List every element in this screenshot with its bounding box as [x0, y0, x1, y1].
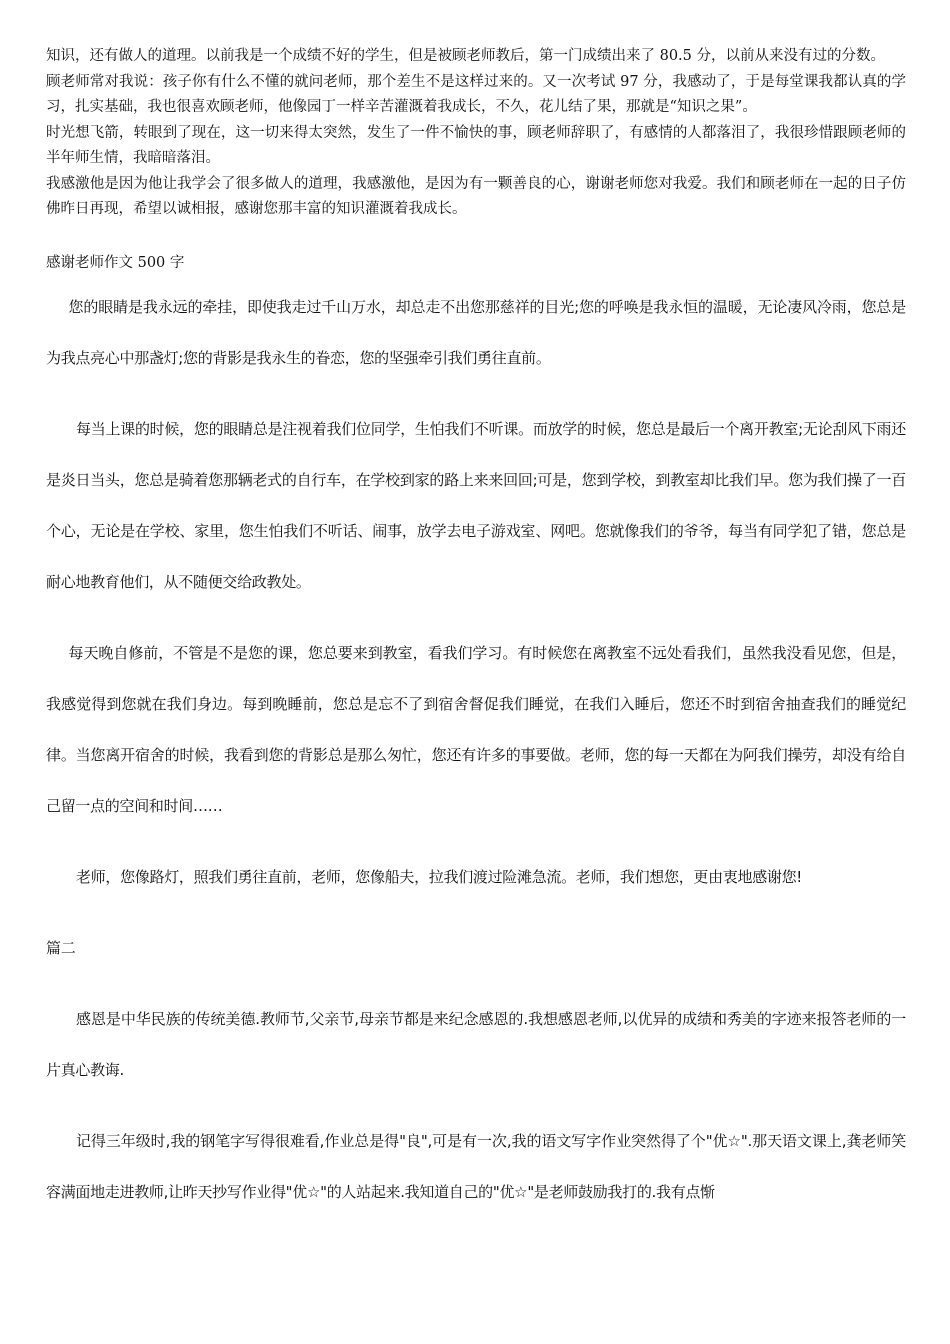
paragraph: 每当上课的时候，您的眼睛总是注视着我们位同学，生怕我们不听课。而放学的时候，您总是最后一个离开教室;无论刮风下雨还是炎日当头，您总是骑着您那辆老式的自行车，在学校到家的路上来来回回;可是，您到学校，到教室却比我们早。您为我们操了一百个心，无论是在学校、家里，您生怕我们不听话、闹事，放学去电子游戏室、网吧。您就像我们的爷爷，每当有同学犯了错，您总是耐心地教育他们，从不随便交给政教处。 — [46, 419, 906, 591]
paragraph: 老师，您像路灯，照我们勇往直前，老师，您像船夫，拉我们渡过险滩急流。老师，我们想您，更由衷地感谢您! — [76, 867, 803, 886]
section1-body — [46, 282, 906, 903]
section2-body — [46, 994, 906, 1218]
section-title: 篇二 — [46, 938, 76, 957]
paragraph: 感恩是中华民族的传统美德.教师节,父亲节,母亲节都是来纪念感恩的.我想感恩老师,以优异的成绩和秀美的字迹来报答老师的一片真心教诲. — [46, 1009, 906, 1079]
paragraph: 时光想飞箭，转眼到了现在，这一切来得太突然，发生了一件不愉快的事，顾老师辞职了，有感情的人都落泪了，我很珍惜跟顾老师的半年师生情，我暗暗落泪。 — [46, 124, 906, 166]
section-title: 感谢老师作文 500 字 — [46, 254, 185, 271]
paragraph: 知识，还有做人的道理。以前我是一个成绩不好的学生，但是被顾老师教后，第一门成绩出来了 80.5 分，以前从来没有过的分数。 — [46, 48, 885, 64]
paragraph: 我感激他是因为他让我学会了很多做人的道理，我感激他，是因为有一颗善良的心，谢谢老师您对我爱。我们和顾老师在一起的日子仿佛昨日再现，希望以诚相报，感谢您那丰富的知识灌溉着我成长。 — [46, 175, 906, 217]
paragraph: 您的眼睛是我永远的牵挂，即使我走过千山万水，却总走不出您那慈祥的目光;您的呼唤是我永恒的温暖，无论凄风冷雨，您总是为我点亮心中那盏灯;您的背影是我永生的眷恋，您的坚强牵引我们勇往直前。 — [46, 297, 906, 367]
part1 — [46, 44, 906, 223]
document-page — [46, 44, 906, 1218]
paragraph: 记得三年级时,我的钢笔字写得很难看,作业总是得"良",可是有一次,我的语文写字作业突然得了个"优☆".那天语文课上,龚老师笑容满面地走进教师,让昨天抄写作业得"优☆"的人站起来.我知道自己的"优☆"是老师鼓励我打的.我有点惭 — [46, 1131, 906, 1201]
paragraph: 每天晚自修前，不管是不是您的课，您总要来到教室，看我们学习。有时候您在离教室不远处看我们，虽然我没看见您，但是，我感觉得到您就在我们身边。每到晚睡前，您总是忘不了到宿舍督促我们睡觉，在我们入睡后，您还不时到宿舍抽查我们的睡觉纪律。当您离开宿舍的时候，我看到您的背影总是那么匆忙，您还有许多的事要做。老师，您的每一天都在为阿我们操劳，却没有给自己留一点的空间和时间…… — [46, 643, 906, 815]
paragraph: 顾老师常对我说：孩子你有什么不懂的就问老师，那个差生不是这样过来的。又一次考试 97 分，我感动了，于是每堂课我都认真的学习，扎实基础，我也很喜欢顾老师，他像园丁一样辛苦灌溉着我成长，不久，花儿结了果，那就是“知识之果”。 — [46, 73, 906, 115]
